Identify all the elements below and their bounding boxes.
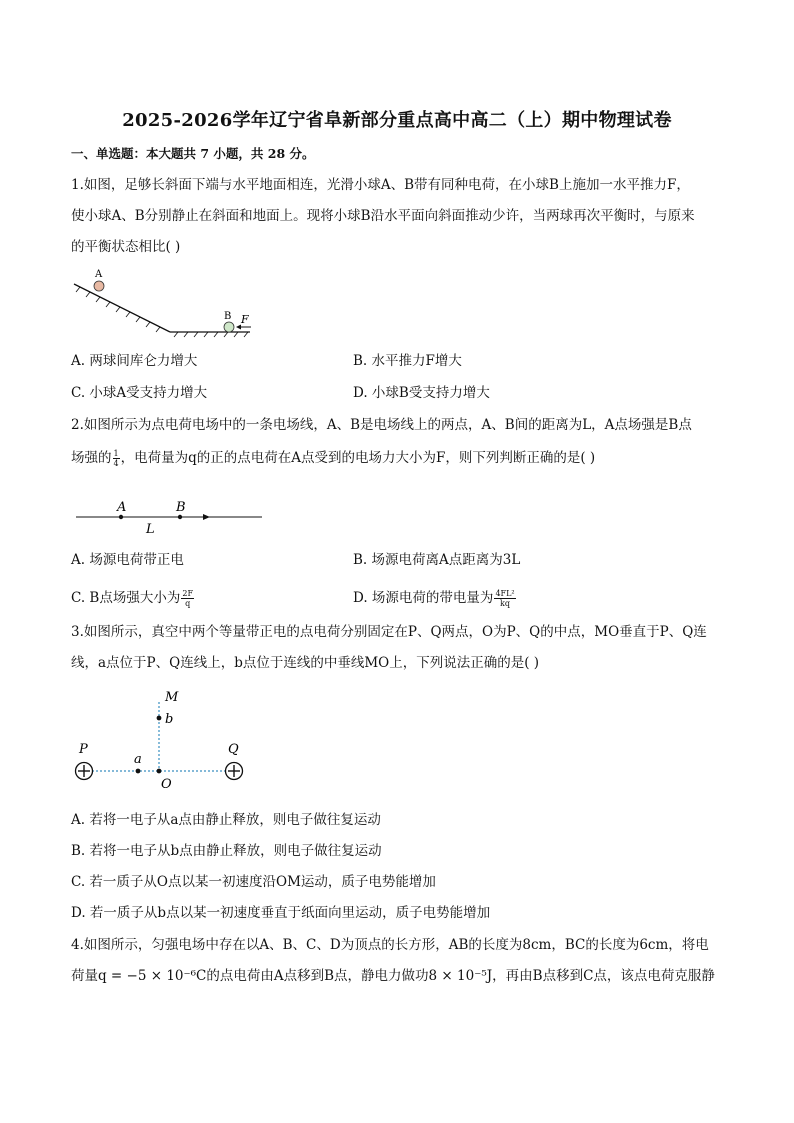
q2-option-c-fraction [181, 589, 194, 608]
q2-option-b: B. 场源电荷离A点距离为3L [353, 552, 521, 568]
charge-q-label: Q [228, 742, 239, 757]
field-line-arrow [203, 514, 210, 520]
point-a-label: a [134, 752, 142, 767]
q1-stem-line-3: 的平衡状态相比( ) [71, 239, 181, 255]
q2-option-d-numerator: 4FL² [495, 589, 515, 598]
point-a [119, 515, 123, 519]
q2-option-d-text: D. 场源电荷的带电量为 [353, 590, 494, 606]
q2-option-d-denominator: kq [500, 599, 510, 608]
point-b-label: B [176, 500, 186, 515]
q3-stem-line-2: 线，a点位于P、Q连线上，b点位于连线的中垂线MO上，下列说法正确的是( ) [71, 655, 540, 671]
q1-option-a: A. 两球间库仑力增大 [71, 353, 198, 369]
q3-figure [70, 686, 260, 794]
q3-option-c: C. 若一质子从O点以某一初速度沿OM运动，质子电势能增加 [71, 874, 436, 890]
point-m-label: M [165, 690, 179, 705]
ball-a-label: A [95, 269, 103, 280]
q1-option-d: D. 小球B受支持力增大 [353, 385, 490, 401]
q3-option-a: A. 若将一电子从a点由静止释放，则电子做往复运动 [71, 812, 381, 828]
q3-option-b: B. 若将一电子从b点由静止释放，则电子做往复运动 [71, 843, 382, 859]
q1-option-c: C. 小球A受支持力增大 [71, 385, 208, 401]
point-o-dot [157, 769, 162, 774]
charge-q-icon [226, 763, 243, 780]
q2-option-d-fraction [494, 589, 515, 608]
charge-p-icon [76, 763, 93, 780]
q1-figure [70, 266, 260, 338]
q2-line2-prefix: 场强的 [71, 450, 112, 466]
q2-option-c [71, 589, 195, 608]
force-label: F [241, 313, 249, 326]
q4-stem-line-2: 荷量q = −5 × 10⁻⁶C的点电荷由A点移到B点，静电力做功8 × 10⁻⁵J，再由B点移到C点，该点电荷克服静 [71, 968, 715, 984]
q2-option-a: A. 场源电荷带正电 [71, 552, 184, 568]
q2-figure [74, 496, 264, 538]
point-o-label: O [161, 777, 172, 792]
q2-stem-line-2 [71, 449, 595, 468]
q2-option-c-text: C. B点场强大小为 [71, 590, 181, 606]
q2-option-c-numerator: 2F [182, 589, 193, 598]
q2-line2-suffix: ，电荷量为q的正的点电荷在A点受到的电场力大小为F，则下列判断正确的是( ) [120, 450, 596, 466]
page-title: 2025-2026学年辽宁省阜新部分重点高中高二（上）期中物理试卷 [122, 110, 672, 131]
q2-fraction-denominator: 4 [113, 459, 119, 468]
q3-stem-line-1: 3.如图所示，真空中两个等量带正电的点电荷分别固定在P、Q两点，O为P、Q的中点，MO垂直于P、Q连 [71, 624, 707, 640]
ball-b [224, 322, 234, 332]
point-a-dot [136, 769, 141, 774]
point-b-label: b [165, 712, 174, 727]
q2-option-d [353, 589, 517, 608]
q2-option-c-denominator: q [185, 599, 191, 608]
ball-a [94, 281, 104, 291]
distance-label: L [146, 522, 155, 537]
q1-option-b: B. 水平推力F增大 [353, 353, 462, 369]
q1-stem-line-2: 使小球A、B分别静止在斜面和地面上。现将小球B沿水平面向斜面推动少许，当两球再次平衡时，与原来 [71, 208, 695, 224]
point-b [178, 515, 182, 519]
ball-b-label: B [224, 311, 232, 322]
q2-stem-line-1: 2.如图所示为点电荷电场中的一条电场线，A、B是电场线上的两点，A、B间的距离为L，A点场强是B点 [71, 417, 692, 433]
q2-fraction-numerator: 1 [113, 449, 119, 458]
q3-option-d: D. 若一质子从b点以某一初速度垂直于纸面向里运动，质子电势能增加 [71, 905, 491, 921]
q4-stem-line-1: 4.如图所示，匀强电场中存在以A、B、C、D为顶点的长方形，AB的长度为8cm，BC的长度为6cm，将电 [71, 937, 709, 953]
point-b-dot [157, 716, 162, 721]
section-heading: 一、单选题：本大题共 7 小题，共 28 分。 [71, 146, 315, 161]
point-a-label: A [117, 500, 127, 515]
q2-fraction [113, 449, 120, 468]
charge-p-label: P [79, 742, 88, 757]
q1-stem-line-1: 1.如图，足够长斜面下端与水平地面相连，光滑小球A、B带有同种电荷，在小球B上施加一水平推力F， [71, 177, 690, 193]
